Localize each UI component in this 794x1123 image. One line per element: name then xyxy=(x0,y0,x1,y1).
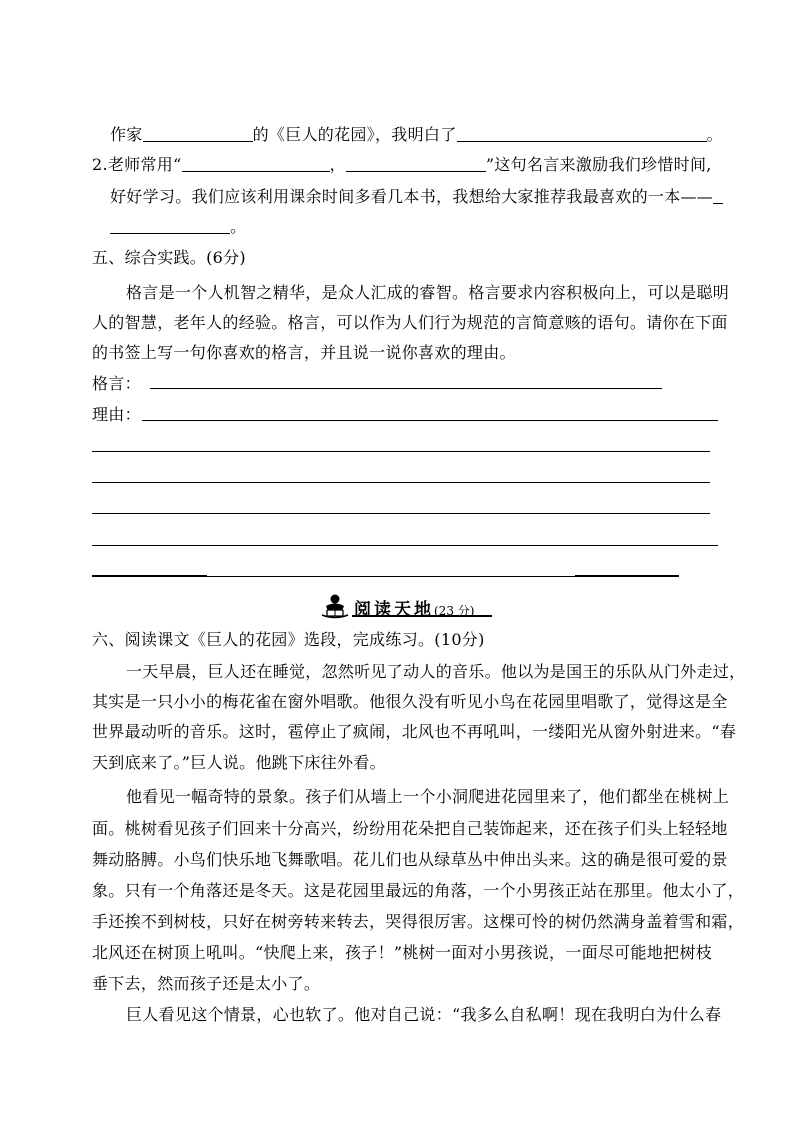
banner-underline xyxy=(352,615,492,617)
p1-line1: 一天早晨，巨人还在睡觉，忽然听见了动人的音乐。他以为是国王的乐队从门外走过， xyxy=(126,662,746,681)
reading-child-icon xyxy=(318,593,352,619)
banner-title-text: 阅读天地 xyxy=(354,600,434,620)
understanding-blank[interactable] xyxy=(457,125,707,142)
q2-line3 xyxy=(110,217,246,237)
section5-title: 五、综合实践。(6分) xyxy=(92,248,246,267)
book-blank[interactable] xyxy=(110,217,230,234)
author-fill-line xyxy=(110,125,723,145)
p2-line5: 手还挨不到树枝，只好在树旁转来转去，哭得很厉害。这棵可怜的树仍然满身盖着雪和霜， xyxy=(92,912,745,931)
author-middle: 的《巨人的花园》，我明白了 xyxy=(252,125,457,144)
section6-title: 六、阅读课文《巨人的花园》选段，完成练习。(10分) xyxy=(92,630,485,649)
proverb-blank-2[interactable] xyxy=(346,155,486,172)
q2-comma: ， xyxy=(329,155,346,174)
p1-line2: 其实是一只小小的梅花雀在窗外唱歌。他很久没有听见小鸟在花园里唱歌了，觉得这是全 xyxy=(92,692,728,711)
section5-para-line3: 的书签上写一句你喜欢的格言，并且说一说你喜欢的理由。 xyxy=(92,343,516,362)
reason-answer-line-3[interactable] xyxy=(92,482,710,483)
reason-answer-line-2[interactable] xyxy=(92,451,710,452)
p2-line7: 垂下去，然而孩子还是太小了。 xyxy=(92,974,321,993)
p3-line1: 巨人看见这个情景，心也软了。他对自己说：“我多么自私啊！现在我明白为什么春 xyxy=(126,1005,722,1024)
q2-line1-end: ”这句名言来激励我们珍惜时间, xyxy=(485,155,712,174)
p1-line4: 天到底来了。”巨人说。他跳下床往外看。 xyxy=(92,753,386,772)
section5-para-line1: 格言是一个人机智之精华，是众人汇成的睿智。格言要求内容积极向上，可以是聪明 xyxy=(126,283,730,302)
proverb-blank-1[interactable] xyxy=(182,155,330,172)
p2-line1: 他看见一幅奇特的景象。孩子们从墙上一个小洞爬进花园里来了，他们都坐在桃树上 xyxy=(126,787,730,806)
p2-line4: 象。只有一个角落还是冬天。这是花园里最远的角落，一个小男孩正站在那里。他太小了， xyxy=(92,881,745,900)
reason-answer-line-6-left[interactable] xyxy=(92,575,207,577)
author-prefix: 作家 xyxy=(110,125,143,144)
q2-number: 2. xyxy=(92,155,108,174)
reading-section-banner xyxy=(318,593,498,619)
book-blank-start[interactable] xyxy=(713,187,723,204)
section5-para-line2: 人的智慧，老年人的经验。格言，可以作为人们行为规范的言简意赅的语句。请你在下面 xyxy=(92,313,728,332)
reason-answer-line-4[interactable] xyxy=(92,513,710,514)
q2-line1-start: 老师常用“ xyxy=(107,155,182,174)
reason-answer-line-1[interactable] xyxy=(142,420,718,421)
p2-line6: 北风还在树顶上吼叫。“快爬上来，孩子！”桃树一面对小男孩说，一面尽可能地把树枝 xyxy=(92,943,713,962)
reason-answer-line-5[interactable] xyxy=(92,545,718,546)
author-blank[interactable] xyxy=(143,125,253,142)
p2-line2: 面。桃树看见孩子们回来十分高兴，纷纷用花朵把自己装饰起来，还在孩子们头上轻轻地 xyxy=(92,819,728,838)
p2-line3: 舞动胳膊。小鸟们快乐地飞舞歌唱。花儿们也从绿草丛中伸出头来。这的确是很可爱的景 xyxy=(92,850,728,869)
motto-label: 格言： xyxy=(92,374,141,393)
motto-answer-line[interactable] xyxy=(150,388,662,389)
q2-line2 xyxy=(110,187,723,207)
q2-line1 xyxy=(92,155,712,175)
q2-line3-end: 。 xyxy=(230,217,247,236)
reason-answer-line-6-mid[interactable] xyxy=(207,576,575,577)
reason-answer-line-6-right[interactable] xyxy=(575,575,679,577)
author-end: 。 xyxy=(706,125,723,144)
reason-label: 理由： xyxy=(92,405,141,424)
p1-line3: 世界最动听的音乐。这时，雹停止了疯闹，北风也不再吼叫，一缕阳光从窗外射进来。“春 xyxy=(92,722,737,741)
banner-score: (23 分) xyxy=(434,604,475,618)
q2-line2-text: 好好学习。我们应该利用课余时间多看几本书，我想给大家推荐我最喜欢的一本—— xyxy=(110,187,714,206)
